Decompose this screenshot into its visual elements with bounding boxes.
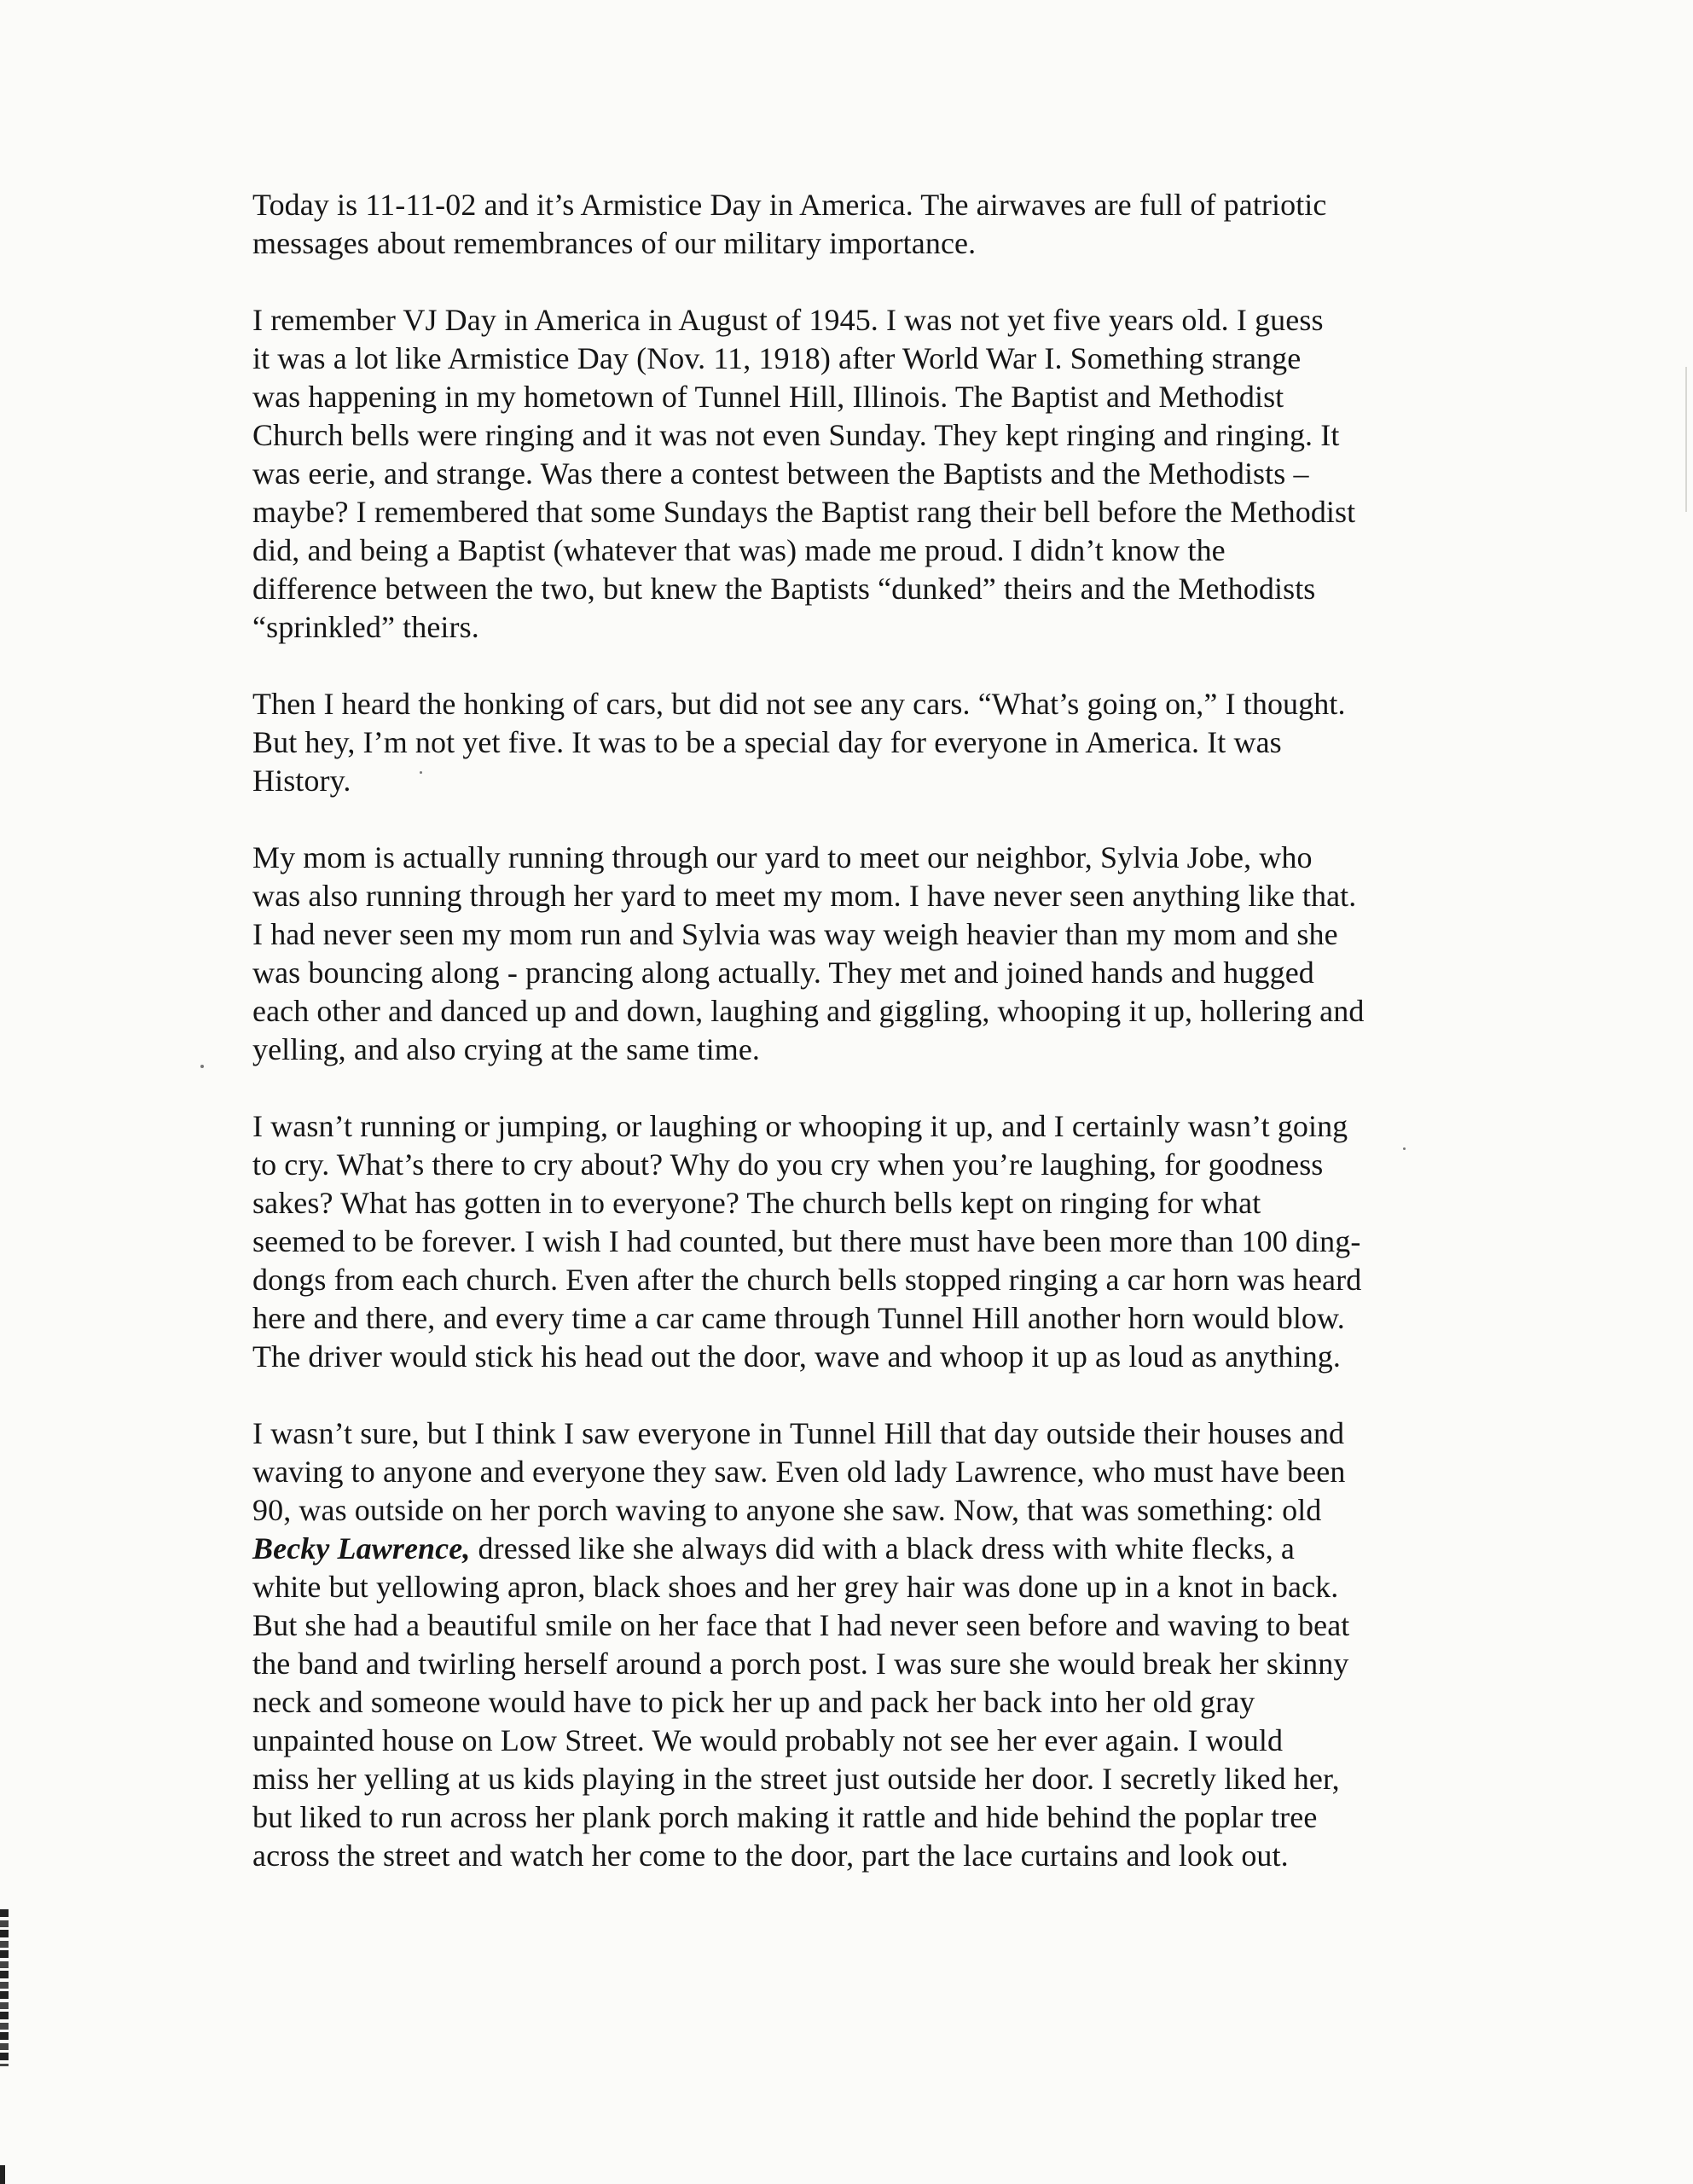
text-line: unpainted house on Low Street. We would probably not see her ever again. I would [252, 1723, 1284, 1757]
text-line: Church bells were ringing and it was not even Sunday. They kept ringing and ringing. It [252, 418, 1340, 452]
paragraph-3 [252, 685, 1481, 800]
text-line: seemed to be forever. I wish I had counted, but there must have been more than 100 ding- [252, 1224, 1361, 1258]
text-line: the band and twirling herself around a porch post. I was sure she would break her skinny [252, 1647, 1349, 1681]
text-line: to cry. What’s there to cry about? Why do you cry when you’re laughing, for goodness [252, 1147, 1324, 1182]
text-line: did, and being a Baptist (whatever that was) made me proud. I didn’t know the [252, 533, 1226, 567]
text-line-rest: dressed like she always did with a black dress with white flecks, a [470, 1531, 1295, 1565]
text-line: here and there, and every time a car came through Tunnel Hill another horn would blow. [252, 1301, 1345, 1335]
scan-speck [200, 1065, 204, 1068]
text-line: Today is 11-11-02 and it’s Armistice Day in America. The airwaves are full of patriotic [252, 188, 1327, 222]
paragraph-4 [252, 839, 1481, 1069]
text-line: I had never seen my mom run and Sylvia was way weigh heavier than my mom and she [252, 917, 1338, 951]
text-line: messages about remembrances of our military importance. [252, 226, 977, 260]
text-line: 90, was outside on her porch waving to anyone she saw. Now, that was something: old [252, 1493, 1322, 1527]
text-line: I wasn’t running or jumping, or laughing or whooping it up, and I certainly wasn’t going [252, 1109, 1348, 1143]
scan-corner-mark [0, 2165, 5, 2184]
text-line: sakes? What has gotten in to everyone? The church bells kept on ringing for what [252, 1186, 1261, 1220]
text-line: across the street and watch her come to the door, part the lace curtains and look out. [252, 1838, 1289, 1873]
text-line: miss her yelling at us kids playing in the street just outside her door. I secretly liked her, [252, 1762, 1340, 1796]
paragraph-5 [252, 1107, 1481, 1376]
text-line: was happening in my hometown of Tunnel Hill, Illinois. The Baptist and Methodist [252, 380, 1284, 414]
text-line: but liked to run across her plank porch making it rattle and hide behind the poplar tree [252, 1800, 1318, 1834]
text-line: was bouncing along - prancing along actually. They met and joined hands and hugged [252, 956, 1314, 990]
scan-binding-mark [0, 1909, 9, 2066]
text-line: white but yellowing apron, black shoes and her grey hair was done up in a knot in back. [252, 1570, 1339, 1604]
paragraph-1 [252, 186, 1481, 263]
scan-speck [1403, 1147, 1406, 1150]
text-line: dongs from each church. Even after the church bells stopped ringing a car horn was heard [252, 1263, 1362, 1297]
text-line: History. [252, 764, 351, 798]
text-line: I wasn’t sure, but I think I saw everyone in Tunnel Hill that day outside their houses and [252, 1416, 1345, 1450]
text-line: each other and danced up and down, laughing and giggling, whooping it up, hollering and [252, 994, 1365, 1028]
emphasized-name: Becky Lawrence, [252, 1531, 471, 1565]
text-line: I remember VJ Day in America in August of 1945. I was not yet five years old. I guess [252, 303, 1324, 337]
text-line: waving to anyone and everyone they saw. Even old lady Lawrence, who must have been [252, 1455, 1346, 1489]
text-line: was eerie, and strange. Was there a contest between the Baptists and the Methodists – [252, 456, 1309, 491]
text-line: The driver would stick his head out the door, wave and whoop it up as loud as anything. [252, 1339, 1342, 1374]
text-line: neck and someone would have to pick her up and pack her back into her old gray [252, 1685, 1255, 1719]
scan-speck [420, 771, 422, 774]
text-line: maybe? I remembered that some Sundays the Baptist rang their bell before the Methodist [252, 495, 1356, 529]
text-line: Then I heard the honking of cars, but did not see any cars. “What’s going on,” I thought. [252, 687, 1346, 721]
text-line: was also running through her yard to meet my mom. I have never seen anything like that. [252, 879, 1357, 913]
text-line-with-emphasis [252, 1530, 1481, 1568]
text-line: difference between the two, but knew the Baptists “dunked” theirs and the Methodists [252, 572, 1316, 606]
text-line: “sprinkled” theirs. [252, 610, 479, 644]
text-line: it was a lot like Armistice Day (Nov. 11, 1918) after World War I. Something strange [252, 341, 1302, 375]
text-line: My mom is actually running through our yard to meet our neighbor, Sylvia Jobe, who [252, 840, 1313, 874]
scan-edge-line [1685, 367, 1687, 512]
text-line: But she had a beautiful smile on her face that I had never seen before and waving to beat [252, 1608, 1350, 1642]
text-line: yelling, and also crying at the same time. [252, 1032, 761, 1066]
text-line: But hey, I’m not yet five. It was to be a special day for everyone in America. It was [252, 725, 1282, 759]
paragraph-2 [252, 301, 1481, 647]
document-body [252, 186, 1481, 1914]
paragraph-6 [252, 1414, 1481, 1875]
